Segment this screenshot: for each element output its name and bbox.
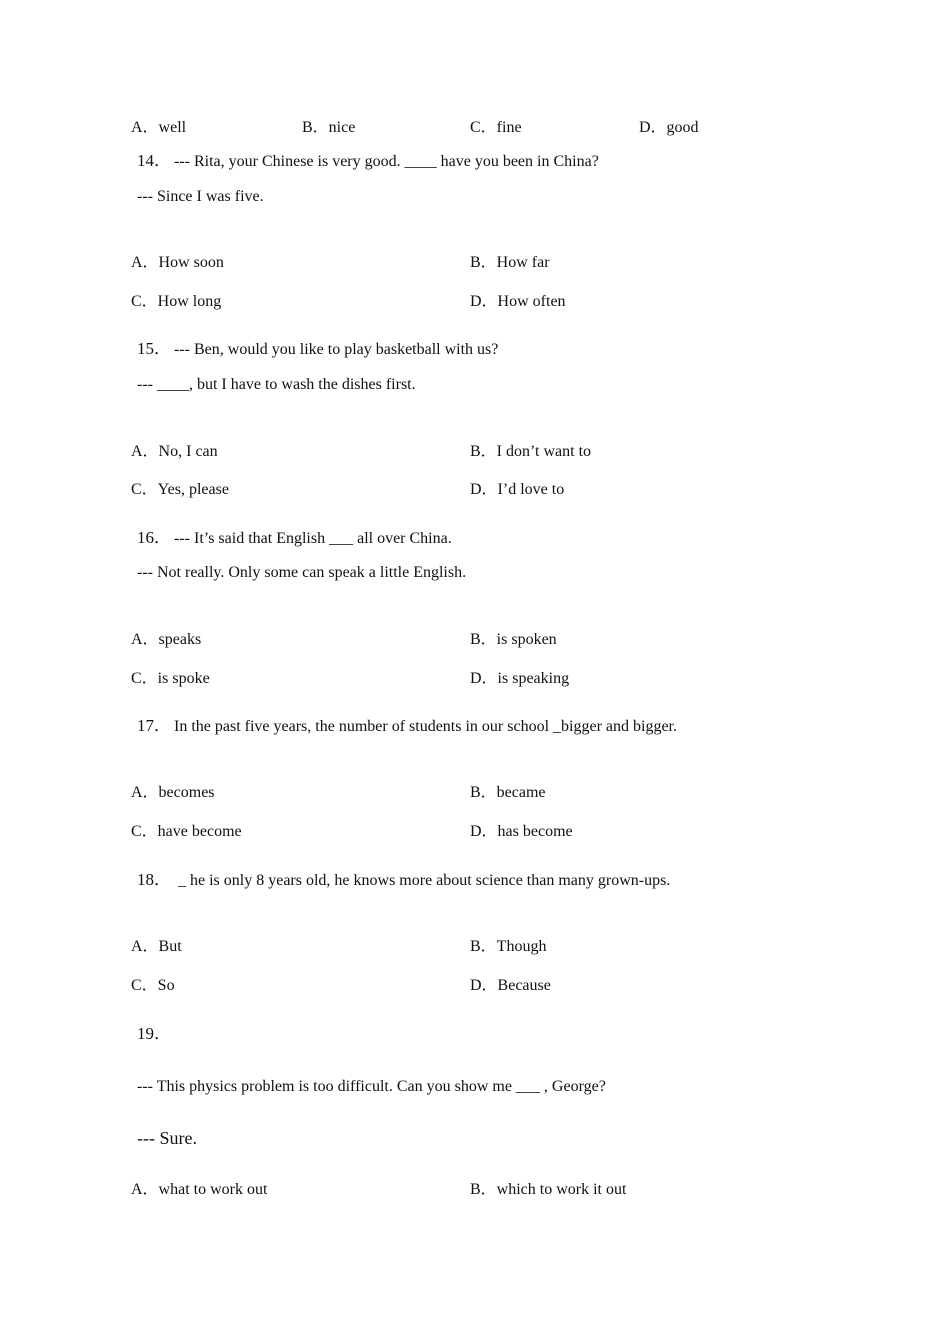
q14-line1: --- Rita, your Chinese is very good. ____ have you been in China?	[174, 153, 599, 170]
q17-option-d: D．has become	[470, 823, 573, 840]
q18-option-b: B．Though	[470, 938, 547, 955]
q19-option-b: B．which to work it out	[470, 1181, 627, 1198]
q15-line2: --- ____, but I have to wash the dishes first.	[137, 376, 416, 393]
q18-option-c: C．So	[131, 977, 175, 994]
q16-option-d: D．is speaking	[470, 670, 570, 687]
q15-option-a: A．No, I can	[131, 443, 218, 460]
q15-option-c: C．Yes, please	[131, 481, 229, 498]
q15-option-b: B．I don’t want to	[470, 443, 592, 460]
q14-option-d: D．How often	[470, 293, 566, 310]
q18-option-d: D．Because	[470, 977, 551, 994]
q13-option-b: B．nice	[302, 119, 356, 136]
q14-option-c: C．How long	[131, 293, 222, 310]
q15-line1: --- Ben, would you like to play basketball with us?	[174, 341, 499, 358]
q17-option-a: A．becomes	[131, 784, 215, 801]
q18-line1: _ he is only 8 years old, he knows more about science than many grown-ups.	[178, 872, 671, 889]
q19-line1: --- This physics problem is too difficult. Can you show me ___ , George?	[137, 1078, 606, 1095]
q16-line1: --- It’s said that English ___ all over China.	[174, 530, 452, 547]
q16-number: 16．	[137, 528, 171, 547]
q16-option-c: C．is spoke	[131, 670, 210, 687]
q14-line2: --- Since I was five.	[137, 188, 264, 205]
q13-option-a: A．well	[131, 119, 187, 136]
q13-option-c: C．fine	[470, 119, 522, 136]
q13-option-d: D．good	[639, 119, 699, 136]
q16-option-a: A．speaks	[131, 631, 202, 648]
q15-number: 15．	[137, 339, 171, 358]
q14-number: 14．	[137, 151, 171, 170]
q15-option-d: D．I’d love to	[470, 481, 565, 498]
q18-number: 18．	[137, 870, 171, 889]
q19-option-a: A．what to work out	[131, 1181, 268, 1198]
q19-line2: --- Sure.	[137, 1128, 197, 1148]
q17-option-b: B．became	[470, 784, 546, 801]
q17-number: 17．	[137, 716, 171, 735]
q14-option-a: A．How soon	[131, 254, 224, 271]
q18-option-a: A．But	[131, 938, 182, 955]
q16-line2: --- Not really. Only some can speak a little English.	[137, 564, 467, 581]
q17-line1: In the past five years, the number of students in our school _bigger and bigger.	[174, 718, 677, 735]
q17-option-c: C．have become	[131, 823, 242, 840]
q19-number: 19．	[137, 1024, 171, 1043]
q14-option-b: B．How far	[470, 254, 550, 271]
q16-option-b: B．is spoken	[470, 631, 557, 648]
